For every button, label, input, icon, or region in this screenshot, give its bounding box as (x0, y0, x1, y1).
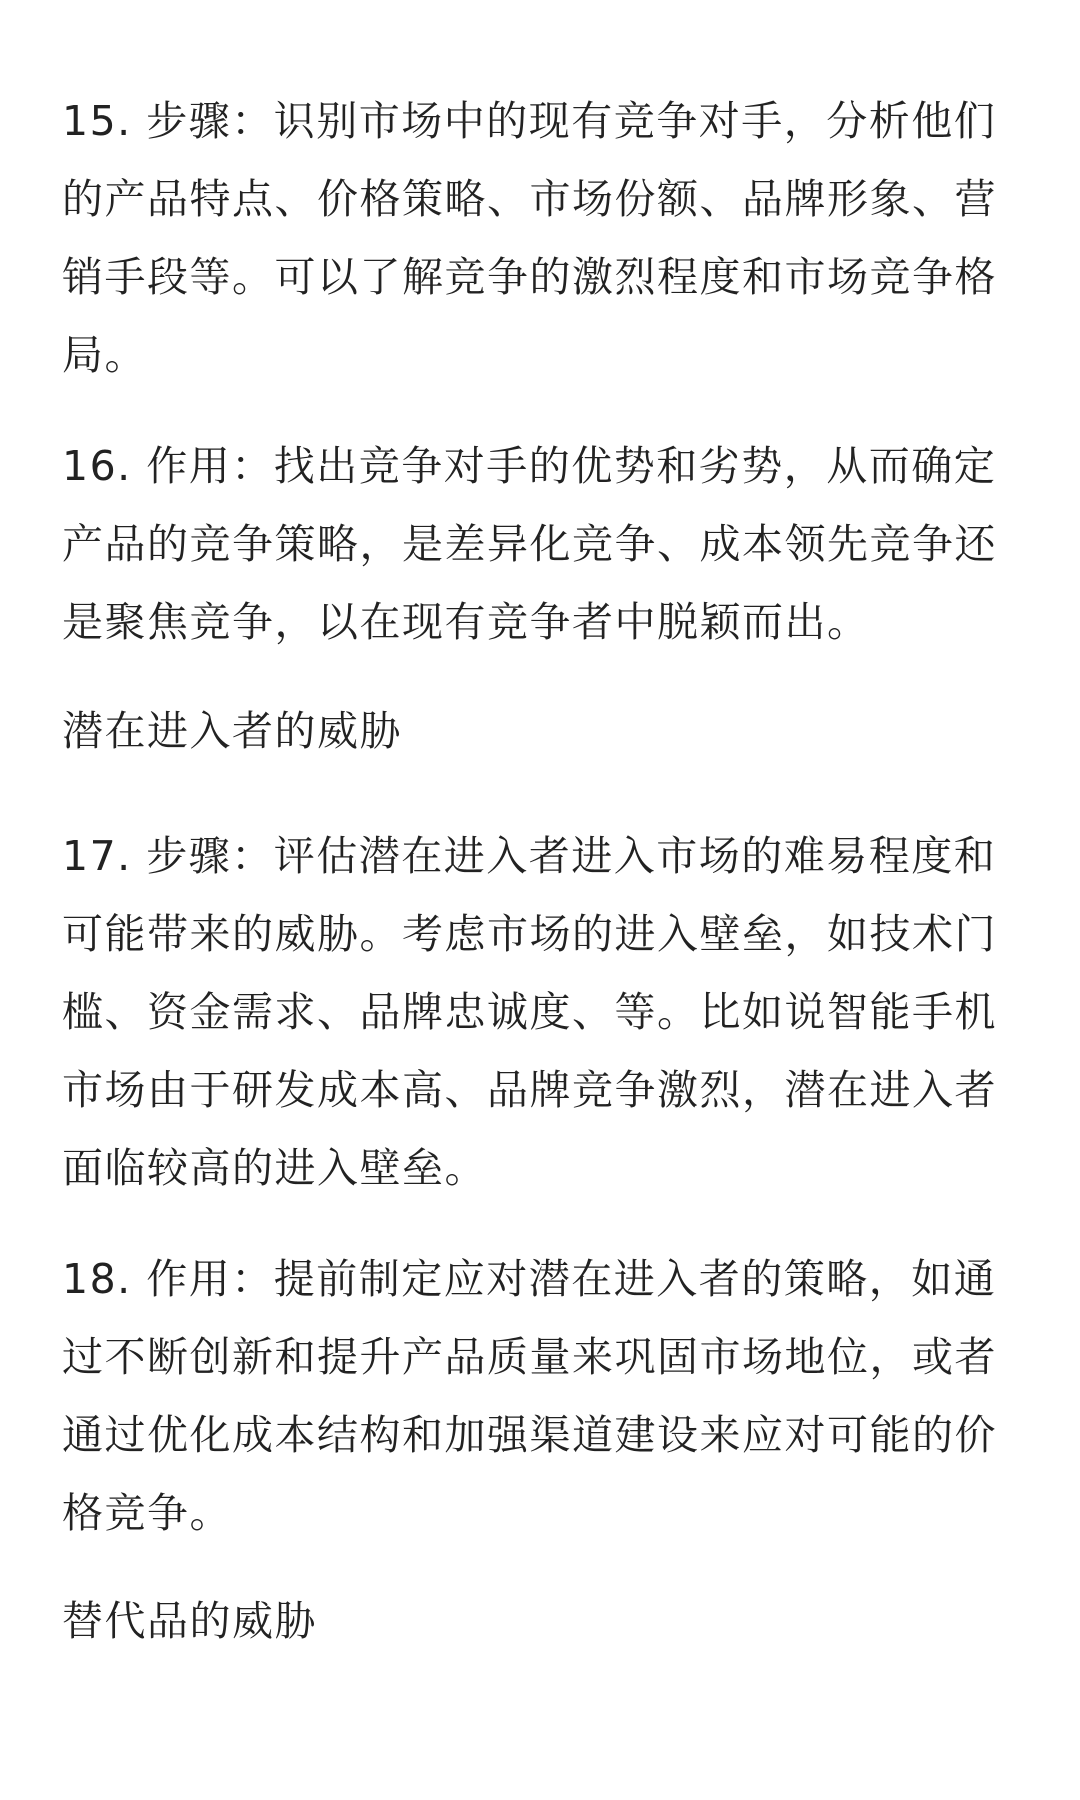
text-line: 面临较高的进入壁垒。 (62, 1144, 487, 1192)
text-line: 槛、资金需求、品牌忠诚度、等。比如说智能手机 (62, 988, 997, 1036)
text-line: 是聚焦竞争，以在现有竞争者中脱颖而出。 (62, 598, 870, 646)
text-line: 的产品特点、价格策略、市场份额、品牌形象、营 (62, 175, 997, 223)
text-line: 局。 (62, 331, 147, 379)
text-line: 16. 作用：找出竞争对手的优势和劣势，从而确定 (62, 442, 997, 490)
section-heading-substitutes (62, 1582, 317, 1660)
text-line: 18. 作用：提前制定应对潜在进入者的策略，如通 (62, 1255, 997, 1303)
text-line: 可能带来的威胁。考虑市场的进入壁垒，如技术门 (62, 910, 997, 958)
paragraph-step-15 (62, 82, 997, 394)
text-line: 潜在进入者的威胁 (62, 707, 402, 755)
text-line: 产品的竞争策略，是差异化竞争、成本领先竞争还 (62, 520, 997, 568)
paragraph-effect-16 (62, 427, 997, 661)
text-line: 15. 步骤：识别市场中的现有竞争对手，分析他们 (62, 97, 997, 145)
paragraph-step-17 (62, 817, 997, 1207)
text-line: 17. 步骤：评估潜在进入者进入市场的难易程度和 (62, 832, 997, 880)
text-line: 通过优化成本结构和加强渠道建设来应对可能的价 (62, 1411, 997, 1459)
section-heading-new-entrants (62, 692, 402, 770)
text-line: 销手段等。可以了解竞争的激烈程度和市场竞争格 (62, 253, 997, 301)
paragraph-effect-18 (62, 1240, 997, 1552)
text-line: 过不断创新和提升产品质量来巩固市场地位，或者 (62, 1333, 997, 1381)
text-line: 替代品的威胁 (62, 1597, 317, 1645)
text-line: 市场由于研发成本高、品牌竞争激烈，潜在进入者 (62, 1066, 997, 1114)
text-line: 格竞争。 (62, 1489, 232, 1537)
